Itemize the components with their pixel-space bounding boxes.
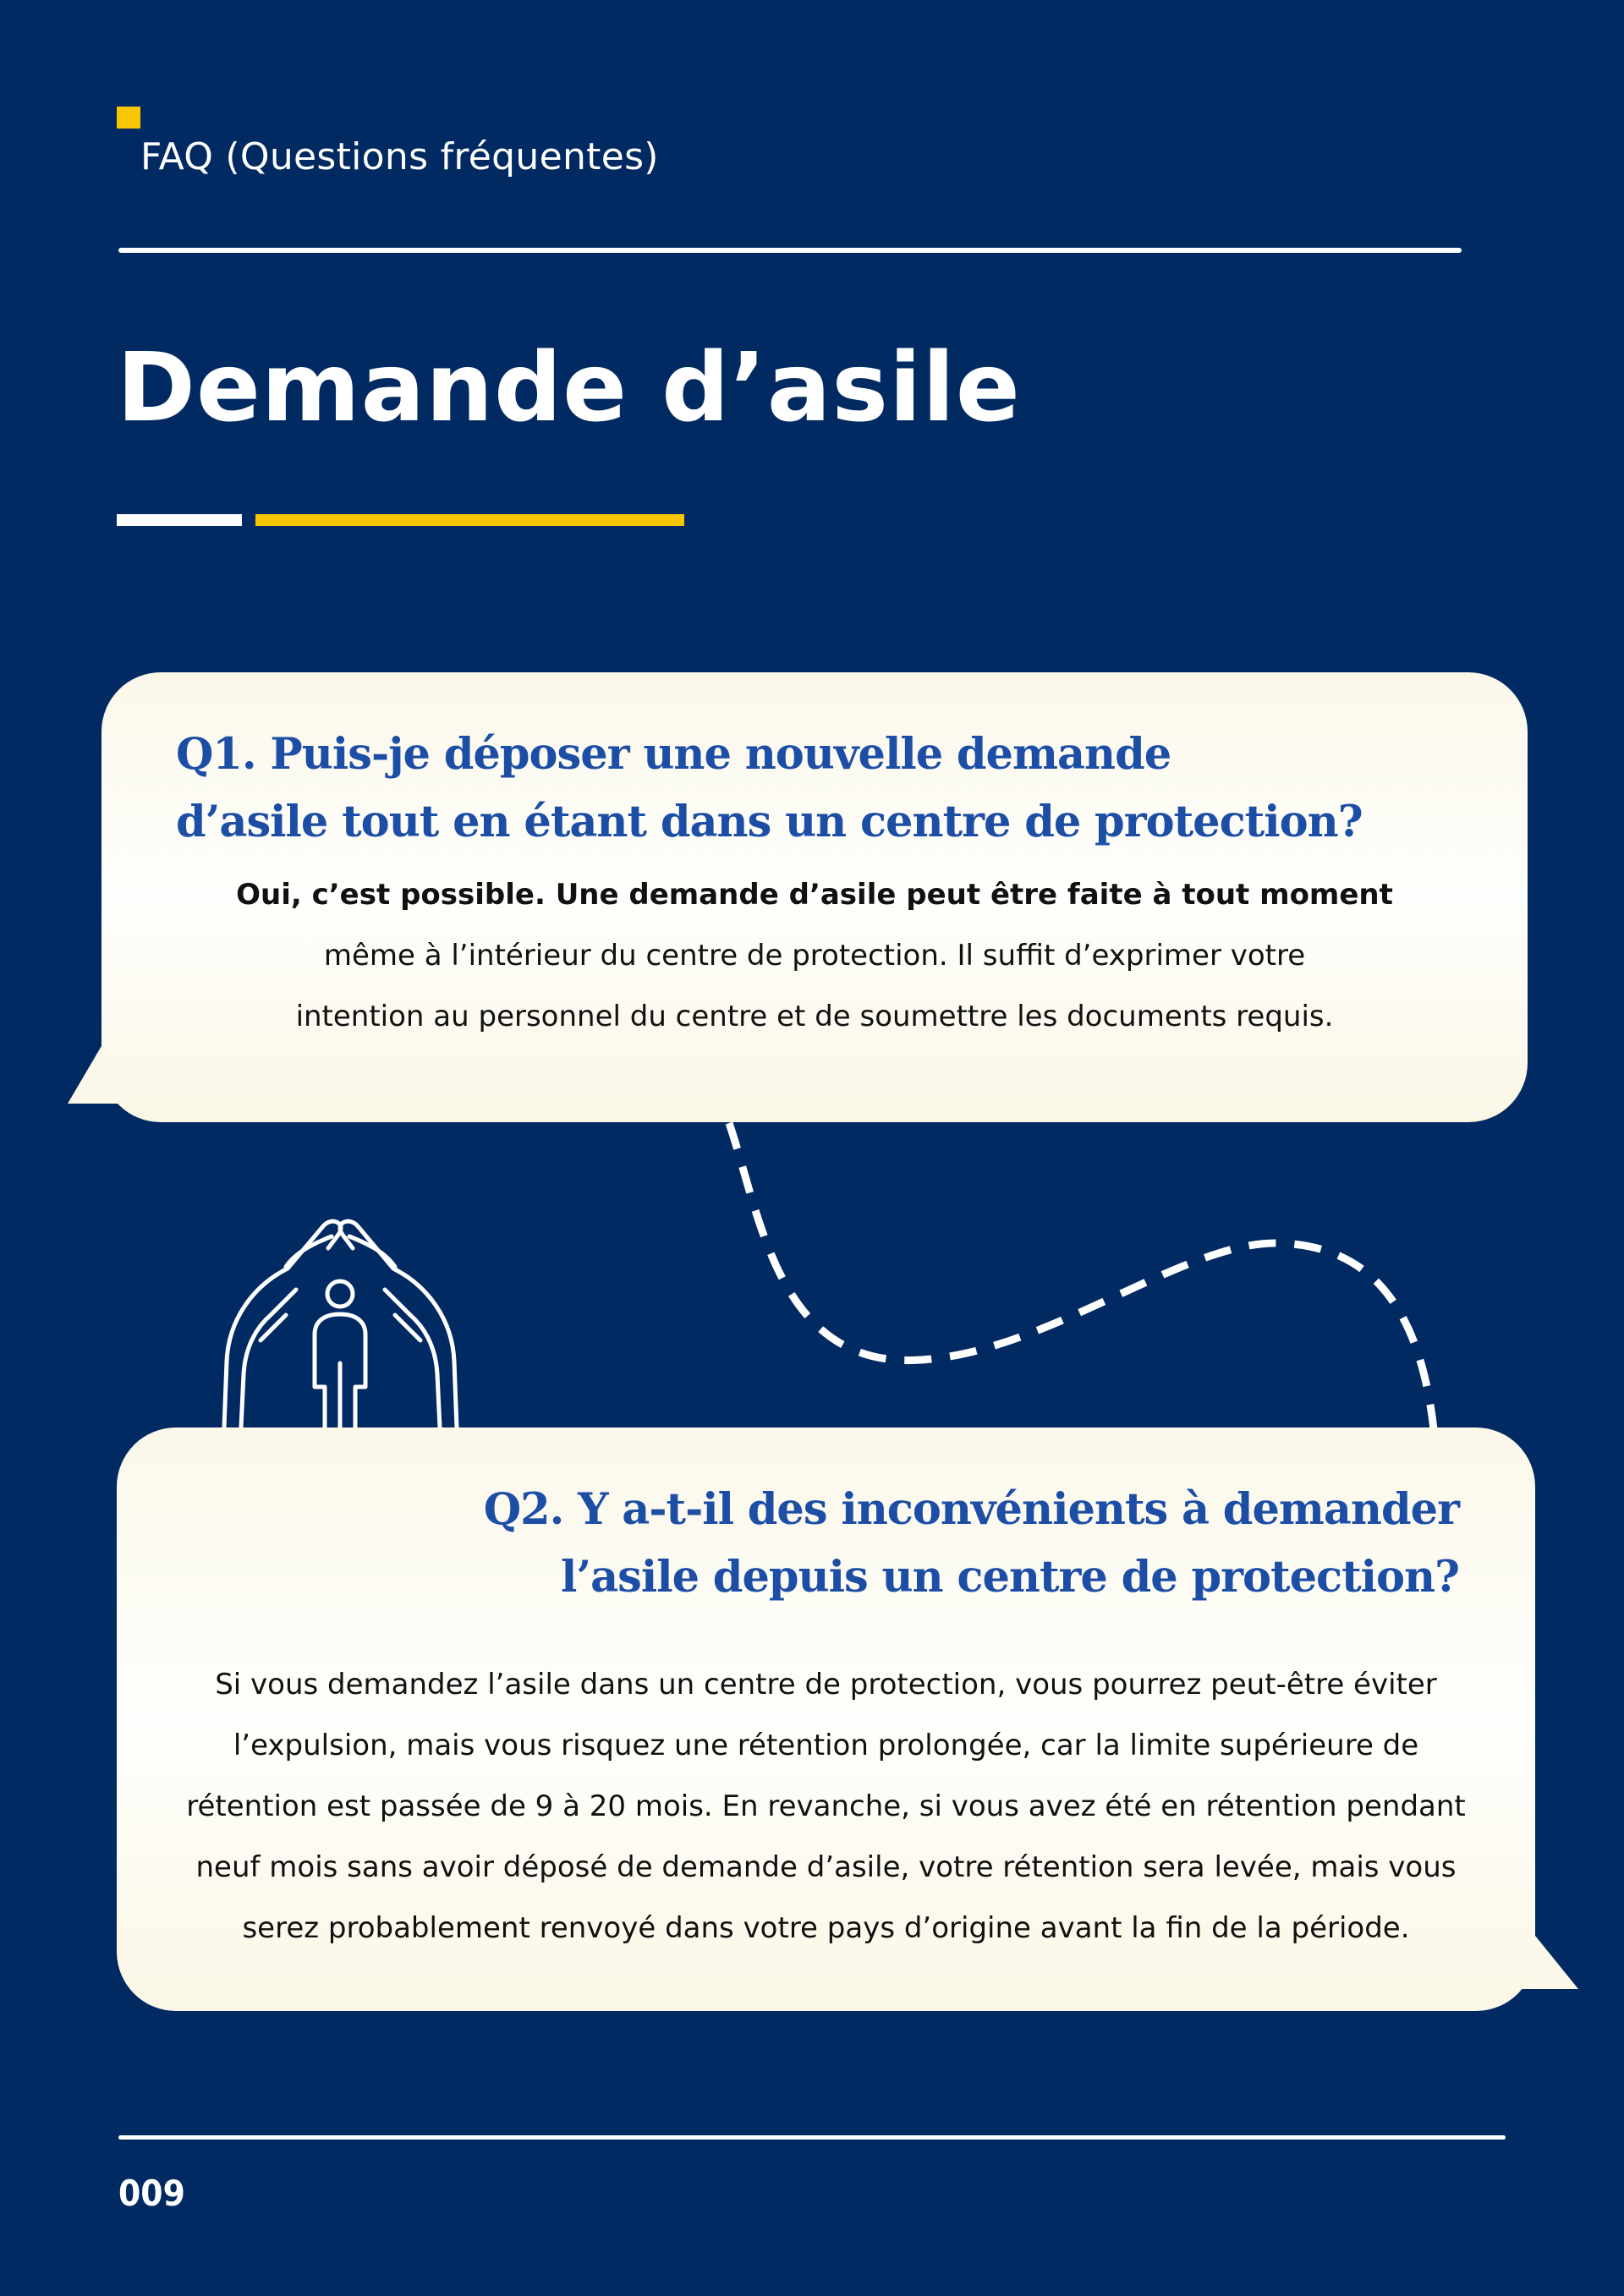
answer-2-line-5: serez probablement renvoyé dans votre pays d’origine avant la fin de la période. [242, 1911, 1410, 1945]
answer-2-line-3: rétention est passée de 9 à 20 mois. En revanche, si vous avez été en rétention pendant [186, 1789, 1466, 1823]
answer-2-line-1: Si vous demandez l’asile dans un centre de protection, vous pourrez peut-être éviter [215, 1668, 1437, 1701]
answer-1-line-2: même à l’intérieur du centre de protection. Il suffit d’exprimer votre [323, 939, 1306, 973]
answer-1 [135, 864, 1494, 1047]
answer-2 [142, 1654, 1510, 1959]
question-1-line-2: d’asile tout en étant dans un centre de protection? [176, 797, 1363, 847]
faq-bubble-1 [102, 672, 1528, 1122]
faq-bubble-2 [117, 1427, 1535, 2011]
answer-2-line-4: neuf mois sans avoir déposé de demande d’asile, votre rétention sera levée, mais vous [195, 1850, 1457, 1884]
question-2-line-2: l’asile depuis un centre de protection? [560, 1552, 1459, 1603]
section-label: FAQ (Questions fréquentes) [140, 135, 659, 178]
question-2 [484, 1476, 1459, 1611]
page-title: Demande d’asile [117, 333, 1021, 443]
question-2-line-1: Q2. Y a-t-il des inconvénients à demander [483, 1484, 1459, 1535]
answer-1-line-3: intention au personnel du centre et de soumettre les documents requis. [295, 1000, 1334, 1033]
page-number: 009 [118, 2173, 185, 2214]
protective-hands-person-icon [224, 1221, 457, 1427]
answer-1-lead: Oui, c’est possible. Une demande d’asile peut être faite à tout moment [236, 878, 1393, 912]
dashed-connector [729, 1123, 1434, 1429]
question-1 [176, 721, 1363, 856]
bottom-divider [118, 2135, 1506, 2140]
question-1-line-1: Q1. Puis-je déposer une nouvelle demande [176, 729, 1171, 780]
answer-2-line-2: l’expulsion, mais vous risquez une rétention prolongée, car la limite supérieure de [233, 1729, 1419, 1762]
